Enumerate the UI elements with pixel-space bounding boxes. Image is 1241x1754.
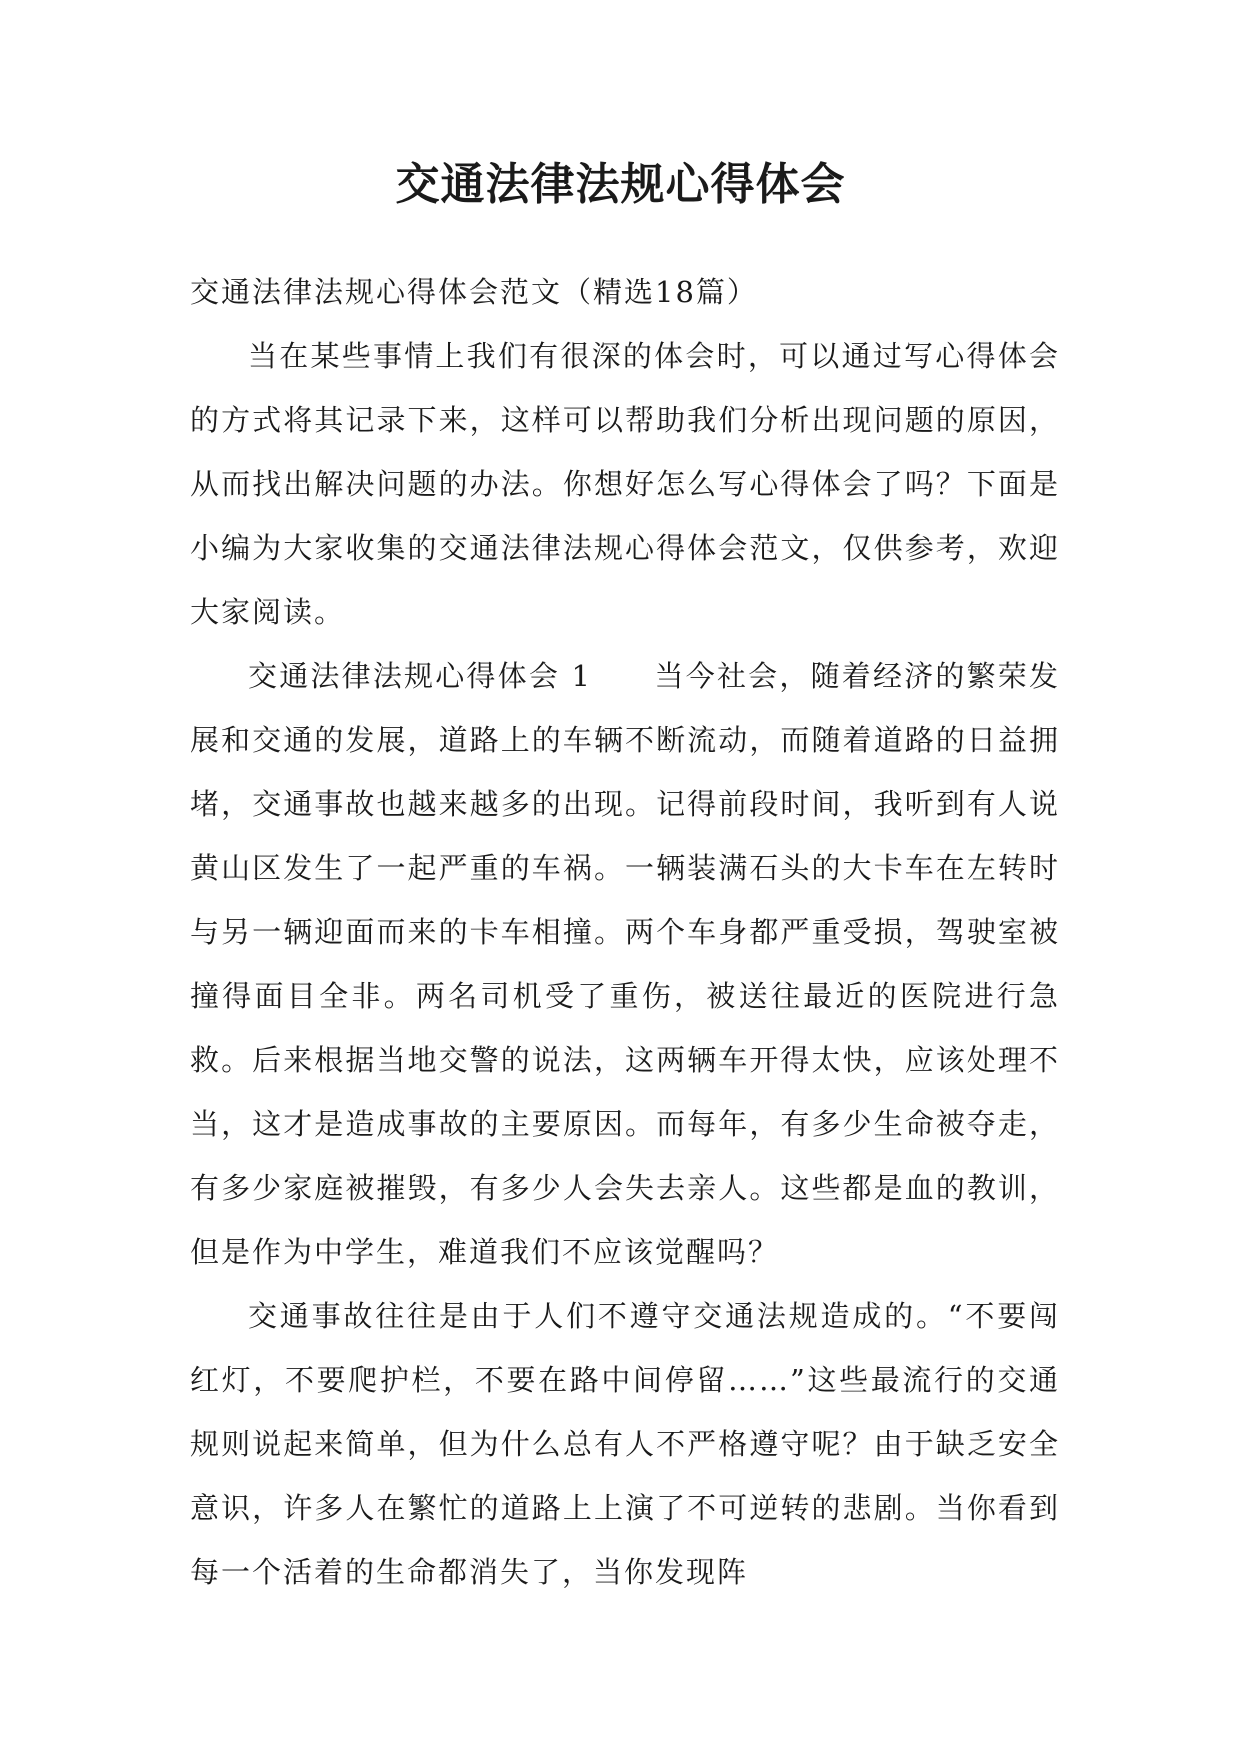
paragraph-essay-1: 交通法律法规心得体会 1 当今社会，随着经济的繁荣发展和交通的发展，道路上的车辆不断流动，而随着道路的日益拥堵，交通事故也越来越多的出现。记得前段时间，我听到有人说黄山区发生了一起严重的车祸。一辆装满石头的大卡车在左转时与另一辆迎面而来的卡车相撞。两个车身都严重受损，驾驶室被撞得面目全非。两名司机受了重伤，被送往最近的医院进行急救。后来根据当地交警的说法，这两辆车开得太快，应该处理不当，这才是造成事故的主要原因。而每年，有多少生命被夺走，有多少家庭被摧毁，有多少人会失去亲人。这些都是血的教训，但是作为中学生，难道我们不应该觉醒吗？ [190,659,1060,1269]
document-title: 交通法律法规心得体会 [395,159,846,210]
paragraph-traffic-rules: 交通事故往往是由于人们不遵守交通法规造成的。“不要闯红灯，不要爬护栏，不要在路中间停留……”这些最流行的交通规则说起来简单，但为什么总有人不严格遵守呢？由于缺乏安全意识，许多人在繁忙的道路上上演了不可逆转的悲剧。当你看到每一个活着的生命都消失了，当你发现阵 [190,1299,1060,1589]
paragraph-intro: 当在某些事情上我们有很深的体会时，可以通过写心得体会的方式将其记录下来，这样可以帮助我们分析出现问题的原因，从而找出解决问题的办法。你想好怎么写心得体会了吗？下面是小编为大家收集的交通法律法规心得体会范文，仅供参考，欢迎大家阅读。 [190,339,1060,629]
document-subtitle: 交通法律法规心得体会范文（精选18篇） [190,275,758,309]
document-body [190,260,1060,1604]
